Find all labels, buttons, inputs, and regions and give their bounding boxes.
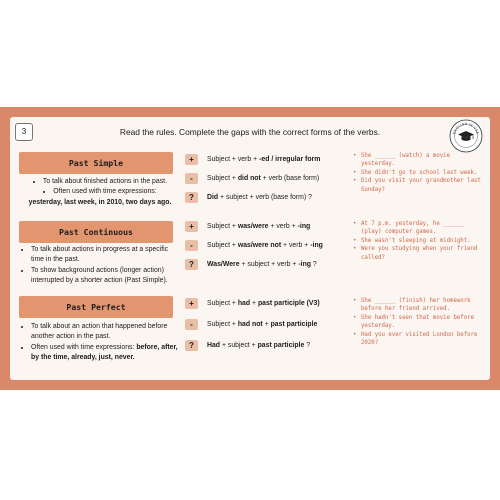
bullet-dot-icon: • [353,314,357,321]
formula-text: Subject + was/were + verb + -ing [207,222,311,230]
example-sentence: • She didn't go to school last week. [353,169,478,176]
example-sentence: • She ______ (watch) a movie yesterday. [353,153,451,168]
formula-row [185,258,317,270]
example-list [353,152,483,194]
formula-row [185,339,310,351]
usage-description [22,322,178,364]
plus-sign-badge: + [185,298,198,309]
english-in-use-logo [449,119,483,153]
page-number: 3 [15,123,33,141]
minus-sign-badge: - [185,319,198,330]
bullet-dot-icon: • [353,178,357,185]
bullet-dot-icon: • [353,237,357,244]
minus-sign-badge: - [185,173,198,184]
plus-sign-badge: + [185,221,198,232]
example-list [353,297,483,347]
minus-sign-badge: - [185,240,198,251]
formula-text: Was/Were + subject + verb + -ing ? [207,260,317,268]
time-expressions: yesterday, last week, in 2010, two days ago. [28,198,172,206]
bullet-dot-icon: • [353,169,357,176]
formula-text: Subject + verb + -ed / irregular form [207,155,321,163]
plus-sign-badge: + [185,154,198,165]
formula-row [185,220,310,232]
formula-row [185,239,323,251]
usage-bullet: • To talk about an action that happened before another action in the past. [31,322,178,343]
section-title: Past Simple [19,152,173,174]
formula-text: Did + subject + verb (base form) ? [207,193,312,201]
formula-text: Subject + did not + verb (base form) [207,174,320,182]
section-title: Past Perfect [19,296,173,318]
section-title: Past Continuous [19,221,173,243]
usage-bullet: • Often used with time expressions: before, after, by the time, already, just, never. [31,343,178,364]
svg-text:ENGLISH IN USE: ENGLISH IN USE [452,121,480,135]
usage-bullet: • To talk about actions in progress at a specific time in the past. [31,245,180,266]
formula-text: Had + subject + past participle ? [207,341,311,349]
example-sentence: • Did you visit your grandmother last Sunday? [353,178,481,193]
formula-text: Subject + had not + past participle [207,320,318,328]
question-sign-badge: ? [185,259,198,270]
example-list [353,220,483,262]
question-sign-badge: ? [185,340,198,351]
question-sign-badge: ? [185,192,198,203]
usage-description [22,245,180,287]
example-sentence: • She ______ (finish) her homework before her friend arrived. [353,298,471,313]
usage-description [22,177,178,208]
usage-bullet: • To talk about finished actions in the past. [22,177,178,187]
example-sentence: • She hadn't seen that movie before yesterday. [353,314,474,330]
example-sentence: • She wasn't sleeping at midnight. [353,237,471,244]
formula-row [185,297,320,309]
time-expressions: before, after, by the time, already, just, never. [31,343,178,362]
example-sentence: • Were you studying when your friend called? [353,246,478,261]
formula-row [185,153,320,165]
usage-bullet: • To show background actions (longer action) interrupted by a shorter action (Past Simple). [31,266,180,287]
example-sentence: • Had you ever visited London before 2020? [353,331,478,347]
formula-row [185,172,319,184]
bullet-dot-icon: • [353,246,357,253]
bullet-dot-icon: • [353,331,357,338]
bullet-dot-icon: • [353,298,357,304]
example-sentence: • At 7 p.m. yesterday, he ______ (play) computer games. [353,221,464,236]
formula-row [185,191,312,203]
formula-text: Subject + had + past participle (V3) [207,299,320,307]
instruction-text: Read the rules. Complete the gaps with the correct forms of the verbs. [119,127,381,137]
bullet-dot-icon: • [353,221,357,227]
bullet-dot-icon: • [353,153,357,159]
formula-text: Subject + was/were not + verb + -ing [207,241,323,249]
formula-row [185,318,317,330]
usage-bullet: • Often used with time expressions: [22,187,178,197]
